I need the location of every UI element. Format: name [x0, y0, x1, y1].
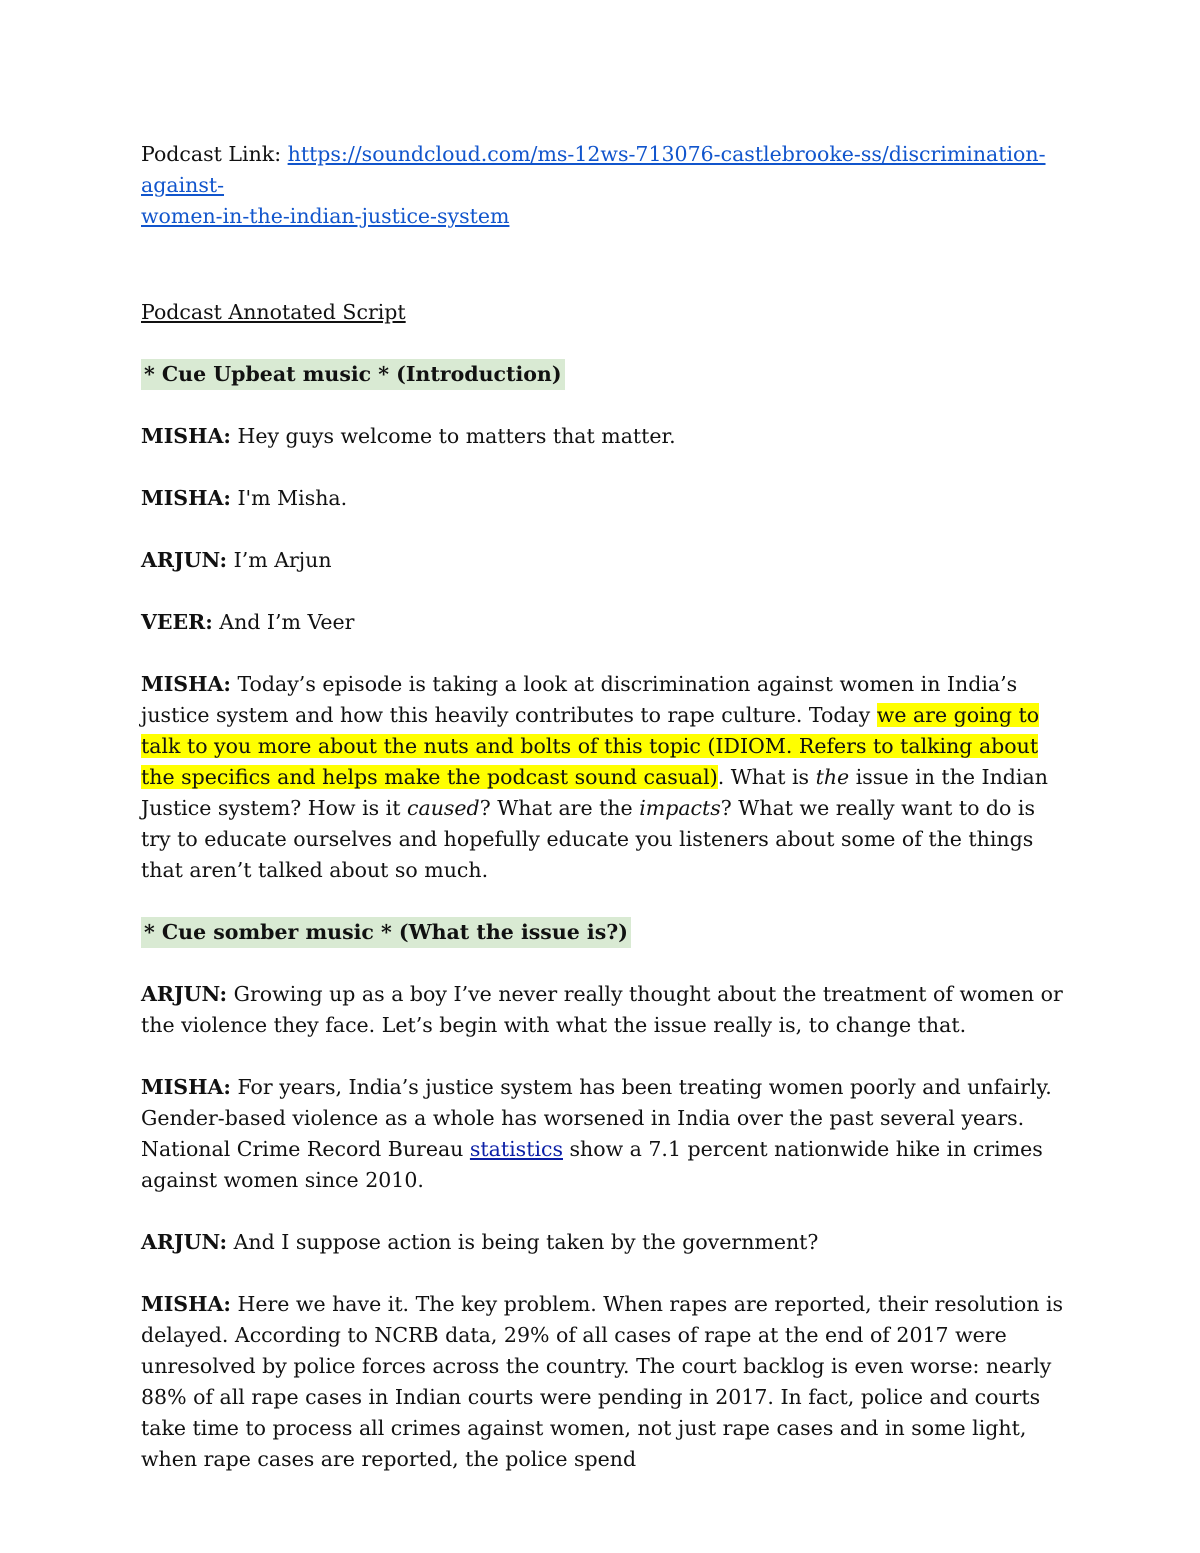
intro-text-5: ? What we really want to do is try to educate ourselves and hopefully educate you listeners about some of the things that aren’t talked about so much. [141, 796, 1035, 882]
dialogue-line-3 [141, 545, 1066, 576]
dialogue-text: Here we have it. The key problem. When rapes are reported, their resolution is delayed. According to NCRB data, 29% of all cases of rape at the end of 2017 were unresolved by police forces across the country. The court backlog is even worse: nearly 88% of all rape cases in Indian courts were pending in 2017. In fact, police and courts take time to process all crimes against women, not just rape cases and in some light, when rape cases are reported, the police spend [141, 1292, 1064, 1471]
arjun-paragraph-1 [141, 979, 1066, 1041]
dialogue-line-1 [141, 421, 1066, 452]
idiom-highlight: we are going to talk to you more about the nuts and bolts of this topic (IDIOM. Refers to talking about the specifics and helps make the podcast sound casual) [141, 703, 1040, 789]
dialogue-text: And I’m Veer [212, 610, 355, 634]
cue-issue [141, 917, 1066, 948]
document-page [141, 139, 1066, 1475]
podcast-link-label: Podcast Link: [141, 142, 288, 166]
dialogue-line-2 [141, 483, 1066, 514]
intro-paragraph [141, 669, 1066, 886]
podcast-link-line [141, 139, 1066, 232]
podcast-link-url-part1: https://soundcloud.com/ms-12ws-713076-castlebrooke-ss/discrimination-against- [141, 142, 1046, 197]
speaker-label: MISHA: [141, 1075, 231, 1099]
speaker-label: ARJUN: [141, 1230, 228, 1254]
speaker-label: ARJUN: [141, 548, 228, 572]
intro-text-4: ? What are the [479, 796, 640, 820]
dialogue-text: Hey guys welcome to matters that matter. [230, 424, 676, 448]
dialogue-text: I'm Misha. [230, 486, 348, 510]
stats-text-1: For years, India’s justice system has been treating women poorly and unfairly. Gender-based violence as a whole has worsened in India over the past several years. National Crime Record Bureau [141, 1075, 1052, 1161]
stats-text-2: show a 7.1 percent nationwide hike in crimes against women since 2010. [141, 1137, 1043, 1192]
intro-em-the: the [815, 765, 850, 789]
speaker-label: VEER: [141, 610, 213, 634]
dialogue-text: Growing up as a boy I’ve never really thought about the treatment of women or the violence they face. Let’s begin with what the issue really is, to change that. [141, 982, 1063, 1037]
cue-introduction-label: * Cue Upbeat music * (Introduction) [141, 359, 565, 390]
speaker-label: MISHA: [141, 486, 231, 510]
speaker-label: MISHA: [141, 424, 231, 448]
speaker-label: ARJUN: [141, 982, 228, 1006]
speaker-label: MISHA: [141, 1292, 231, 1316]
statistics-link[interactable]: statistics [469, 1137, 563, 1161]
intro-text-1: Today’s episode is taking a look at discrimination against women in India’s justice system and how this heavily contributes to rape culture. Today [141, 672, 1018, 727]
speaker-label: MISHA: [141, 672, 231, 696]
cue-issue-label: * Cue somber music * (What the issue is?) [141, 917, 631, 948]
misha-key-problem-paragraph [141, 1289, 1066, 1475]
arjun-paragraph-2 [141, 1227, 1066, 1258]
intro-text-2: . What is [717, 765, 816, 789]
dialogue-line-4 [141, 607, 1066, 638]
dialogue-text: I’m Arjun [227, 548, 332, 572]
misha-stats-paragraph [141, 1072, 1066, 1196]
intro-text-3: issue in the Indian Justice system? How is it [141, 765, 1048, 820]
dialogue-text: And I suppose action is being taken by the government? [227, 1230, 819, 1254]
podcast-link-url-part2: women-in-the-indian-justice-system [141, 204, 510, 228]
cue-introduction [141, 359, 1066, 390]
script-title: Podcast Annotated Script [141, 300, 406, 324]
intro-em-impacts: impacts [639, 796, 721, 820]
intro-em-caused: caused [407, 796, 480, 820]
